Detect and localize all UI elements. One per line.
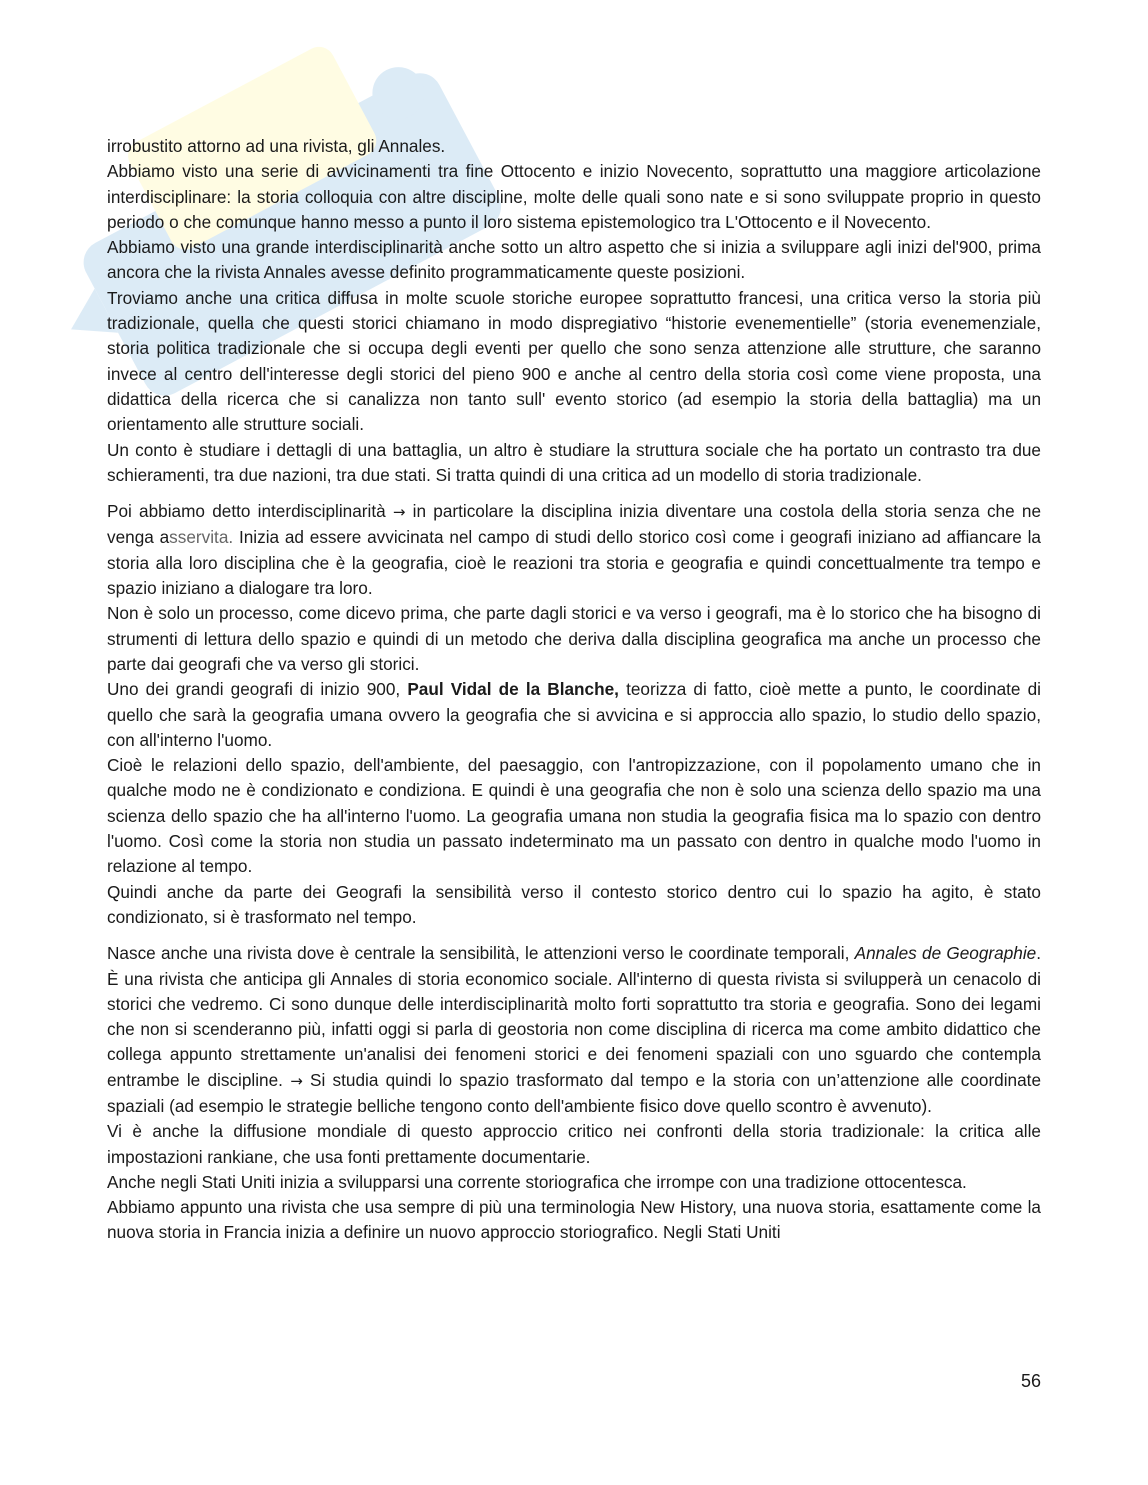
text-span: teorizza di fatto, cioè mette a punto, le coordinate di quello che sarà la geografia umana ovvero la geografia che si avvicina e si approccia allo spazio, lo studio dello spazio, con all'interno l'uomo. <box>107 679 1041 750</box>
paragraph: Quindi anche da parte dei Geografi la sensibilità verso il contesto storico dentro cui lo spazio ha agito, è stato condizionato, si è trasformato nel tempo. <box>107 881 1041 927</box>
paragraph <box>107 499 1041 601</box>
paragraph <box>107 941 1041 1119</box>
paragraph <box>107 677 1041 753</box>
text-span: Si studia quindi lo spazio trasformato dal tempo e la storia con un’attenzione alle coordinate spaziali (ad esempio le strategie belliche tengono conto dell'ambiente fisico dove quello scontro è avvenuto). <box>107 1069 1041 1116</box>
paragraph: Un conto è studiare i dettagli di una battaglia, un altro è studiare la struttura sociale che ha portato un contrasto tra due schieramenti, tra due nazioni, tra due stati. Si tratta quindi di una critica ad un modello di storia tradizionale. <box>107 439 1041 485</box>
text-span: Uno dei grandi geografi di inizio 900, <box>107 679 408 700</box>
paragraph: irrobustito attorno ad una rivista, gli Annales. <box>107 136 446 156</box>
paragraph: Abbiamo appunto una rivista che usa sempre di più una terminologia New History, una nuova storia, esattamente come la nuova storia in Francia inizia a definire un nuovo approccio storiografico. Negli Stati Uniti <box>107 1197 1041 1243</box>
text-span: Nasce anche una rivista dove è centrale la sensibilità, le attenzioni verso le coordinate temporali, <box>107 943 855 964</box>
page-number: 56 <box>1020 1371 1041 1391</box>
arrow-right-icon: → <box>290 1071 303 1090</box>
text-span: sservita. <box>169 527 234 548</box>
paragraph: Abbiamo visto una serie di avvicinamenti tra fine Ottocento e inizio Novecento, soprattutto una maggiore articolazione interdisciplinare: la storia colloquia con altre discipline, molte delle quali sono nate e si sono sviluppate proprio in questo periodo o che comunque hanno messo a punto il loro sistema epistemologico tra L'Ottocento e il Novecento. <box>107 161 1041 232</box>
text-span: . È una rivista che anticipa gli Annales di storia economico sociale. All'interno di questa rivista si svilupperà un cenacolo di storici che vedremo. Ci sono dunque delle interdisciplinarità molto forti soprattutto tra storia e geografia. Sono dei legami che non si scenderanno più, infatti oggi si parla di geostoria non come disciplina di ricerca ma come ambito didattico che collega appunto strettamente un'analisi dei fenomeni storici e dei fenomeni spaziali con uno sguardo che contempla entrambe le discipline. <box>107 943 1041 1090</box>
paragraph: Troviamo anche una critica diffusa in molte scuole storiche europee soprattutto francesi, una critica verso la storia più tradizionale, quella che questi storici chiamano in modo dispregiativo “historie evenementielle” (storia evenemenziale, storia politica tradizionale che si occupa degli eventi per quello che sono senza attenzione alle strutture, che saranno invece al centro dell'interesse degli storici del pieno 900 e anche al centro della storia così come viene proposta, una didattica della ricerca che si canalizza non tanto sull' evento storico (ad esempio la storia della battaglia) ma un orientamento alle strutture sociali. <box>107 287 1041 435</box>
text-span: Poi abbiamo detto interdisciplinarità <box>107 501 393 522</box>
arrow-right-icon: → <box>392 503 406 522</box>
italic-title: Annales de Geographie <box>854 943 1037 964</box>
paragraph: Vi è anche la diffusione mondiale di questo approccio critico nei confronti della storia tradizionale: la critica alle impostazioni rankiane, che usa fonti prettamente documentarie. <box>107 1121 1041 1167</box>
paragraph: Cioè le relazioni dello spazio, dell'ambiente, del paesaggio, con l'antropizzazione, con il popolamento umano che in qualche modo ne è condizionato e condiziona. E quindi è una geografia che non è solo una scienza dello spazio ma una scienza dello spazio che ha all'interno l'uomo. La geografia umana non studia la geografia fisica ma lo spazio con dentro l'uomo. Così come la storia non studia un passato indeterminato ma un passato con dentro in qualche modo l'uomo in relazione al tempo. <box>107 755 1041 877</box>
text-span: in particolare la disciplina inizia diventare una costola della storia senza che ne venga a <box>107 501 1041 548</box>
bold-name: Paul Vidal de la Blanche, <box>407 679 619 700</box>
paragraph: Anche negli Stati Uniti inizia a svilupparsi una corrente storiografica che irrompe con una tradizione ottocentesca. <box>107 1171 967 1192</box>
text-span: Inizia ad essere avvicinata nel campo di studi dello storico così come i geografi iniziano ad affiancare la storia alla loro disciplina che è la geografia, cioè le reazioni tra storia e geografia e quindi concettualmente tra tempo e spazio iniziano a dialogare tra loro. <box>107 527 1041 599</box>
document-body <box>107 134 1041 1246</box>
paragraph: Non è solo un processo, come dicevo prima, che parte dagli storici e va verso i geografi, ma è lo storico che ha bisogno di strumenti di lettura dello spazio e quindi di un metodo che deriva dalla disciplina geografica ma anche un processo che parte dai geografi che va verso gli storici. <box>107 603 1041 674</box>
paragraph: Abbiamo visto una grande interdisciplinarità anche sotto un altro aspetto che si inizia a sviluppare agli inizi del'900, prima ancora che la rivista Annales avesse definito programmaticamente queste posizioni. <box>107 237 1041 283</box>
